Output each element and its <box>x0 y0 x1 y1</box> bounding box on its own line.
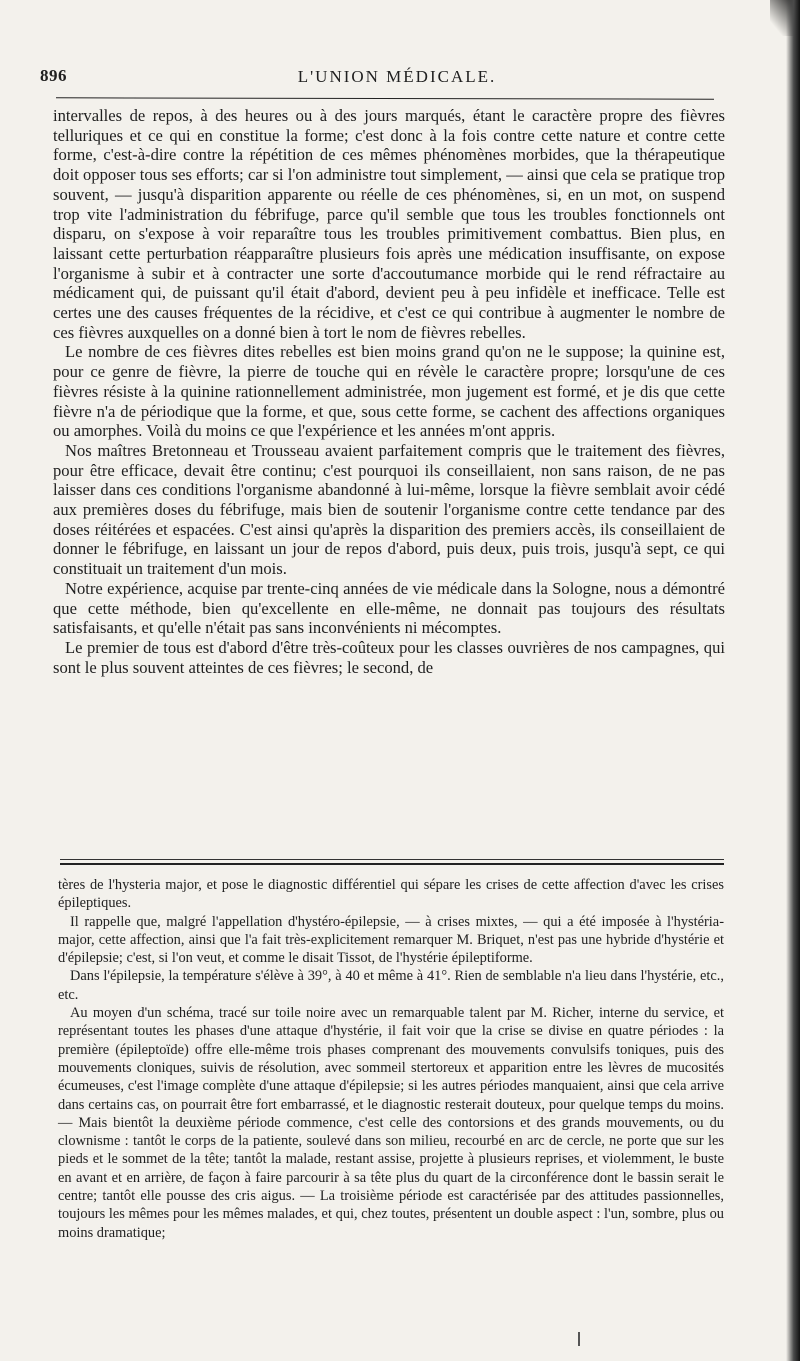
running-title: L'UNION MÉDICALE. <box>297 67 497 86</box>
body-paragraph: Le nombre de ces fièvres dites rebelles est bien moins grand qu'on ne le suppose; la quinine est, pour ce genre de fièvre, la pierre de touche qui en révèle le caractère propre; lorsqu'une de ces fièvres résiste à la quinine rationnellement administrée, mon jugement est formé, et je dis que cette fièvre n'a de périodique que la forme, et que, sous cette forme, se cachent des affections organiques ou amorphes. Voilà du moins ce que l'expérience et les années m'ont appris. <box>53 342 725 441</box>
footnote-rule-thick <box>60 863 724 865</box>
footnote-text <box>58 876 724 1242</box>
scan-mark <box>578 1332 580 1346</box>
footnote-paragraph: tères de l'hysteria major, et pose le diagnostic différentiel qui sépare les crises de cette affection d'avec les crises épileptiques. <box>58 877 724 912</box>
main-text <box>53 106 725 677</box>
page-number: 896 <box>40 66 67 85</box>
body-paragraph: Le premier de tous est d'abord d'être très-coûteux pour les classes ouvrières de nos campagnes, qui sont le plus souvent atteintes de ces fièvres; le second, de <box>53 637 725 677</box>
body-paragraph: intervalles de repos, à des heures ou à des jours marqués, étant le caractère propre des fièvres telluriques et ce qui en constitue la forme; c'est donc à la fois contre cette nature et contre cette forme, c'est-à-dire contre la répétition de ces mêmes phénomènes morbides, que la thérapeutique doit opposer tous ses efforts; car si l'on administre tout simplement, — ainsi que cela se pratique trop souvent, — jusqu'à disparition apparente ou réelle de ces phénomènes, si, en un mot, on suspend trop vite l'administration du fébrifuge, parce qu'il semble que tous les troubles fonctionnels ont disparu, on s'expose à voir reparaître tous les troubles primitivement combattus. Bien plus, en laissant cette perturbation réapparaître plusieurs fois après une médication insuffisante, on expose l'organisme à subir et à contracter une sorte d'accoutumance morbide qui le rend réfractaire au médicament qui, de puissant qu'il était d'abord, devient peu à peu infidèle et inefficace. Telle est certes une des causes fréquentes de la récidive, et c'est ce qui contribue à augmenter le nombre de ces fièvres auxquelles on a donné bien à tort le nom de fièvres rebelles. <box>53 106 725 342</box>
footnote-paragraph: Il rappelle que, malgré l'appellation d'hystéro-épilepsie, — à crises mixtes, — qui a été imposée à l'hystéria-major, cette affection, ainsi que l'a fait très-explicitement remarquer M. Briquet, n'est pas une hybride d'hystérie et d'épilepsie; c'est, si l'on veut, et comme le disait Tissot, de l'hystérie épileptiforme. <box>58 913 724 967</box>
footnote-paragraph: Au moyen d'un schéma, tracé sur toile noire avec un remarquable talent par M. Richer, interne du service, et représentant toutes les phases d'une attaque d'hystérie, il fait voir que la crise se divise en quatre périodes : la première (épileptoïde) offre elle-même trois phases comprenant des mouvements convulsifs toniques, puis des mouvements cloniques, suivis de résolution, avec sommeil stertoreux et apparition entre les lèvres de mucosités écumeuses, c'est l'image complète d'une attaque d'épilepsie; si les autres périodes manquaient, ainsi que cela arrive dans certains cas, on pourrait être fort embarrassé, et le diagnostic resterait douteux, pour quelque temps du moins. — Mais bientôt la deuxième période commence, c'est celle des contorsions et des grands mouvements, ou du clownisme : tantôt le corps de la patiente, soulevé dans son milieu, recourbé en arc de cercle, ne porte que sur les pieds et le sommet de la tête; tantôt la malade, restant assise, projette à plusieurs reprises, et violemment, le buste en avant et en arrière, de façon à faire parcourir à sa tête plus du quart de la circonférence dont le bassin serait le centre; tantôt elle pousse des cris aigus. — La troisième période est caractérisée par des attitudes passionnelles, toujours les mêmes pour les mêmes malades, et qui, chez toutes, présentent un double aspect : l'un, sombre, plus ou moins dramatique; <box>58 1005 724 1241</box>
footnote-paragraph: Dans l'épilepsie, la température s'élève à 39°, à 40 et même à 41°. Rien de semblable n'a lieu dans l'hystérie, etc., etc. <box>58 968 724 1003</box>
body-paragraph: Nos maîtres Bretonneau et Trousseau avaient parfaitement compris que le traitement des fièvres, pour être efficace, devait être continu; c'est pourquoi ils conseillaient, non sans raison, de ne pas laisser dans ces conditions l'organisme abandonné à lui-même, lorsque la fièvre semblait avoir cédé aux premières doses du fébrifuge, mais bien de soutenir l'organisme contre cette tendance par des doses réitérées et espacées. C'est ainsi qu'après la disparition des premiers accès, ils conseillaient de donner le fébrifuge, en laissant un jour de repos d'abord, puis deux, puis trois, jusqu'à sept, ce qui constituait un traitement d'un mois. <box>53 440 725 579</box>
header-rule <box>56 97 714 99</box>
scan-edge-right <box>786 0 800 1361</box>
footnote-rule <box>60 859 724 860</box>
body-paragraph: Notre expérience, acquise par trente-cinq années de vie médicale dans la Sologne, nous a démontré que cette méthode, bien qu'excellente en elle-même, ne donnait pas toujours des résultats satisfaisants, et qu'elle n'était pas sans inconvénients ni mécomptes. <box>53 578 725 638</box>
page-header <box>40 66 754 90</box>
